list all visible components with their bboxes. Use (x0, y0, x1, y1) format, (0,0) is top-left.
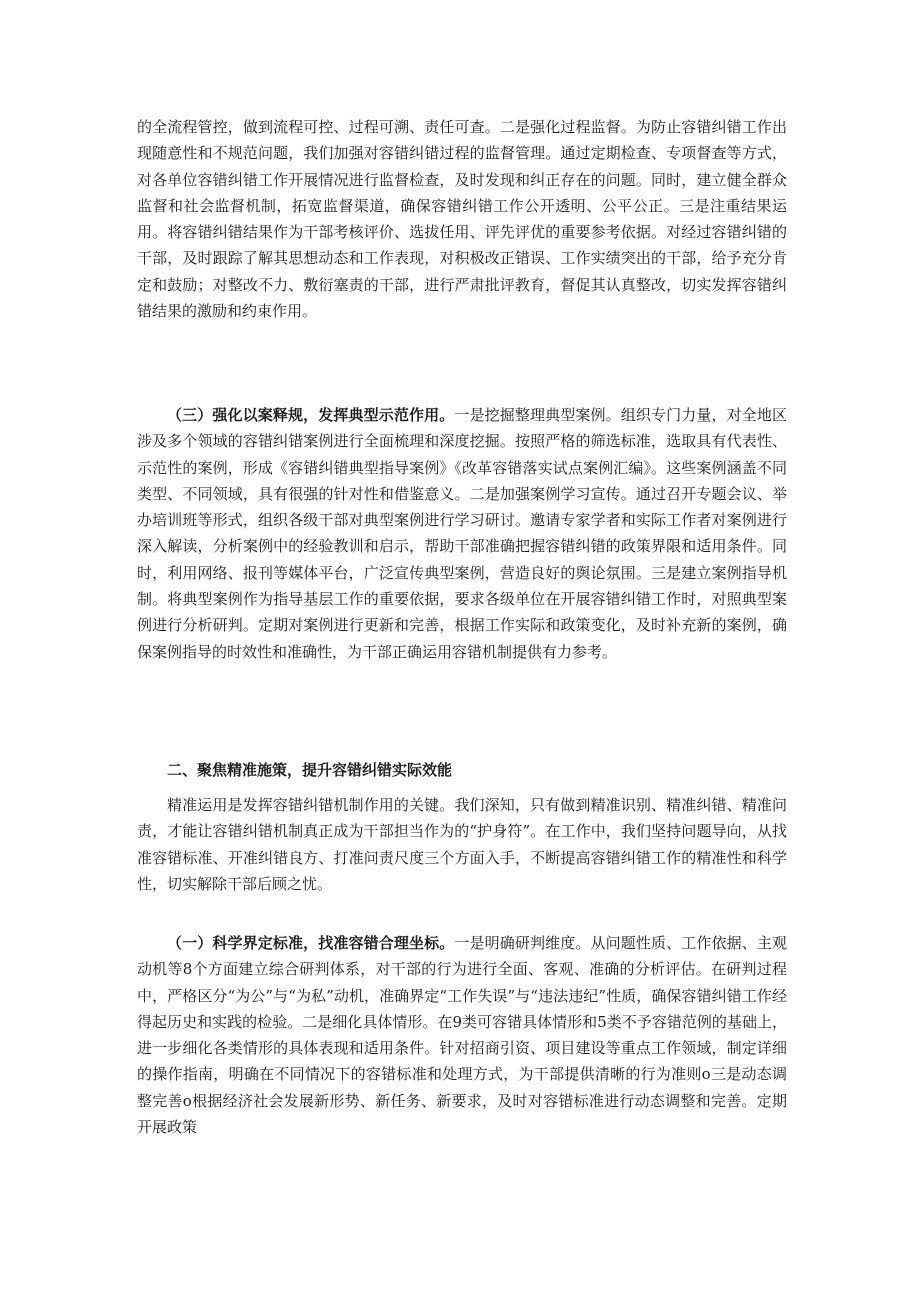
subsection-heading: （三）强化以案释规，发挥典型示范作用。 (167, 406, 455, 424)
subsection-heading: （一）科学界定标准，找准容错合理坐标。 (167, 934, 455, 952)
paragraph-text: 一是明确研判维度。从问题性质、工作依据、主观动机等8个方面建立综合研判体系，对干部的行为进行全面、客观、准确的分析评估。在研判过程中，严格区分“为公”与“为私”动机，准确界定“工作失误”与“违法违纪”性质，确保容错纠错工作经得起历史和实践的检验。二是细化具体情形。在9类可容错具体情形和5类不予容错范例的基础上，进一步细化各类情形的具体表现和适用条件。针对招商引资、项目建设等重点工作领域，制定详细的操作指南，明确在不同情况下的容错标准和处理方式，为干部提供清晰的行为准则o三是动态调整完善o根据经济社会发展新形势、新任务、新要求，及时对容错标准进行动态调整和完善。定期开展政策 (137, 934, 787, 1137)
body-paragraph (137, 402, 787, 665)
body-paragraph: 的全流程管控，做到流程可控、过程可溯、责任可查。二是强化过程监督。为防止容错纠错工作出现随意性和不规范问题，我们加强对容错纠错过程的监督管理。通过定期检查、专项督查等方式，对各单位容错纠错工作开展情况进行监督检查，及时发现和纠正存在的问题。同时，建立健全群众监督和社会监督机制，拓宽监督渠道，确保容错纠错工作公开透明、公平公正。三是注重结果运用。将容错纠错结果作为干部考核评价、选拔任用、评先评优的重要参考依据。对经过容错纠错的干部，及时跟踪了解其思想动态和工作表现，对积极改正错误、工作实绩突出的干部，给予充分肯定和鼓励；对整改不力、敷衍塞责的干部，进行严肃批评教育，督促其认真整改，切实发挥容错纠错结果的激励和约束作用。 (137, 118, 787, 321)
body-paragraph (137, 930, 787, 1140)
section-heading: 二、聚焦精准施策，提升容错纠错实际效能 (167, 761, 453, 779)
body-paragraph: 精准运用是发挥容错纠错机制作用的关键。我们深知，只有做到精准识别、精准纠错、精准问责，才能让容错纠错机制真正成为干部担当作为的“护身符”。在工作中，我们坚持问题导向，从找准容错标准、开准纠错良方、打准问责尺度三个方面入手，不断提高容错纠错工作的精准性和科学性，切实解除干部后顾之忧。 (137, 796, 787, 893)
paragraph-text: 一是挖掘整理典型案例。组织专门力量，对全地区涉及多个领域的容错纠错案例进行全面梳理和深度挖掘。按照严格的筛选标准，选取具有代表性、示范性的案例，形成《容错纠错典型指导案例》《改革容错落实试点案例汇编》。这些案例涵盖不同类型、不同领域，具有很强的针对性和借鉴意义。二是加强案例学习宣传。通过召开专题会议、举办培训班等形式，组织各级干部对典型案例进行学习研讨。邀请专家学者和实际工作者对案例进行深入解读，分析案例中的经验教训和启示，帮助干部准确把握容错纠错的政策界限和适用条件。同时，利用网络、报刊等媒体平台，广泛宣传典型案例，营造良好的舆论氛围。三是建立案例指导机制。将典型案例作为指导基层工作的重要依据，要求各级单位在开展容错纠错工作时，对照典型案例进行分析研判。定期对案例进行更新和完善，根据工作实际和政策变化，及时补充新的案例，确保案例指导的时效性和准确性，为干部正确运用容错机制提供有力参考。 (137, 406, 787, 661)
